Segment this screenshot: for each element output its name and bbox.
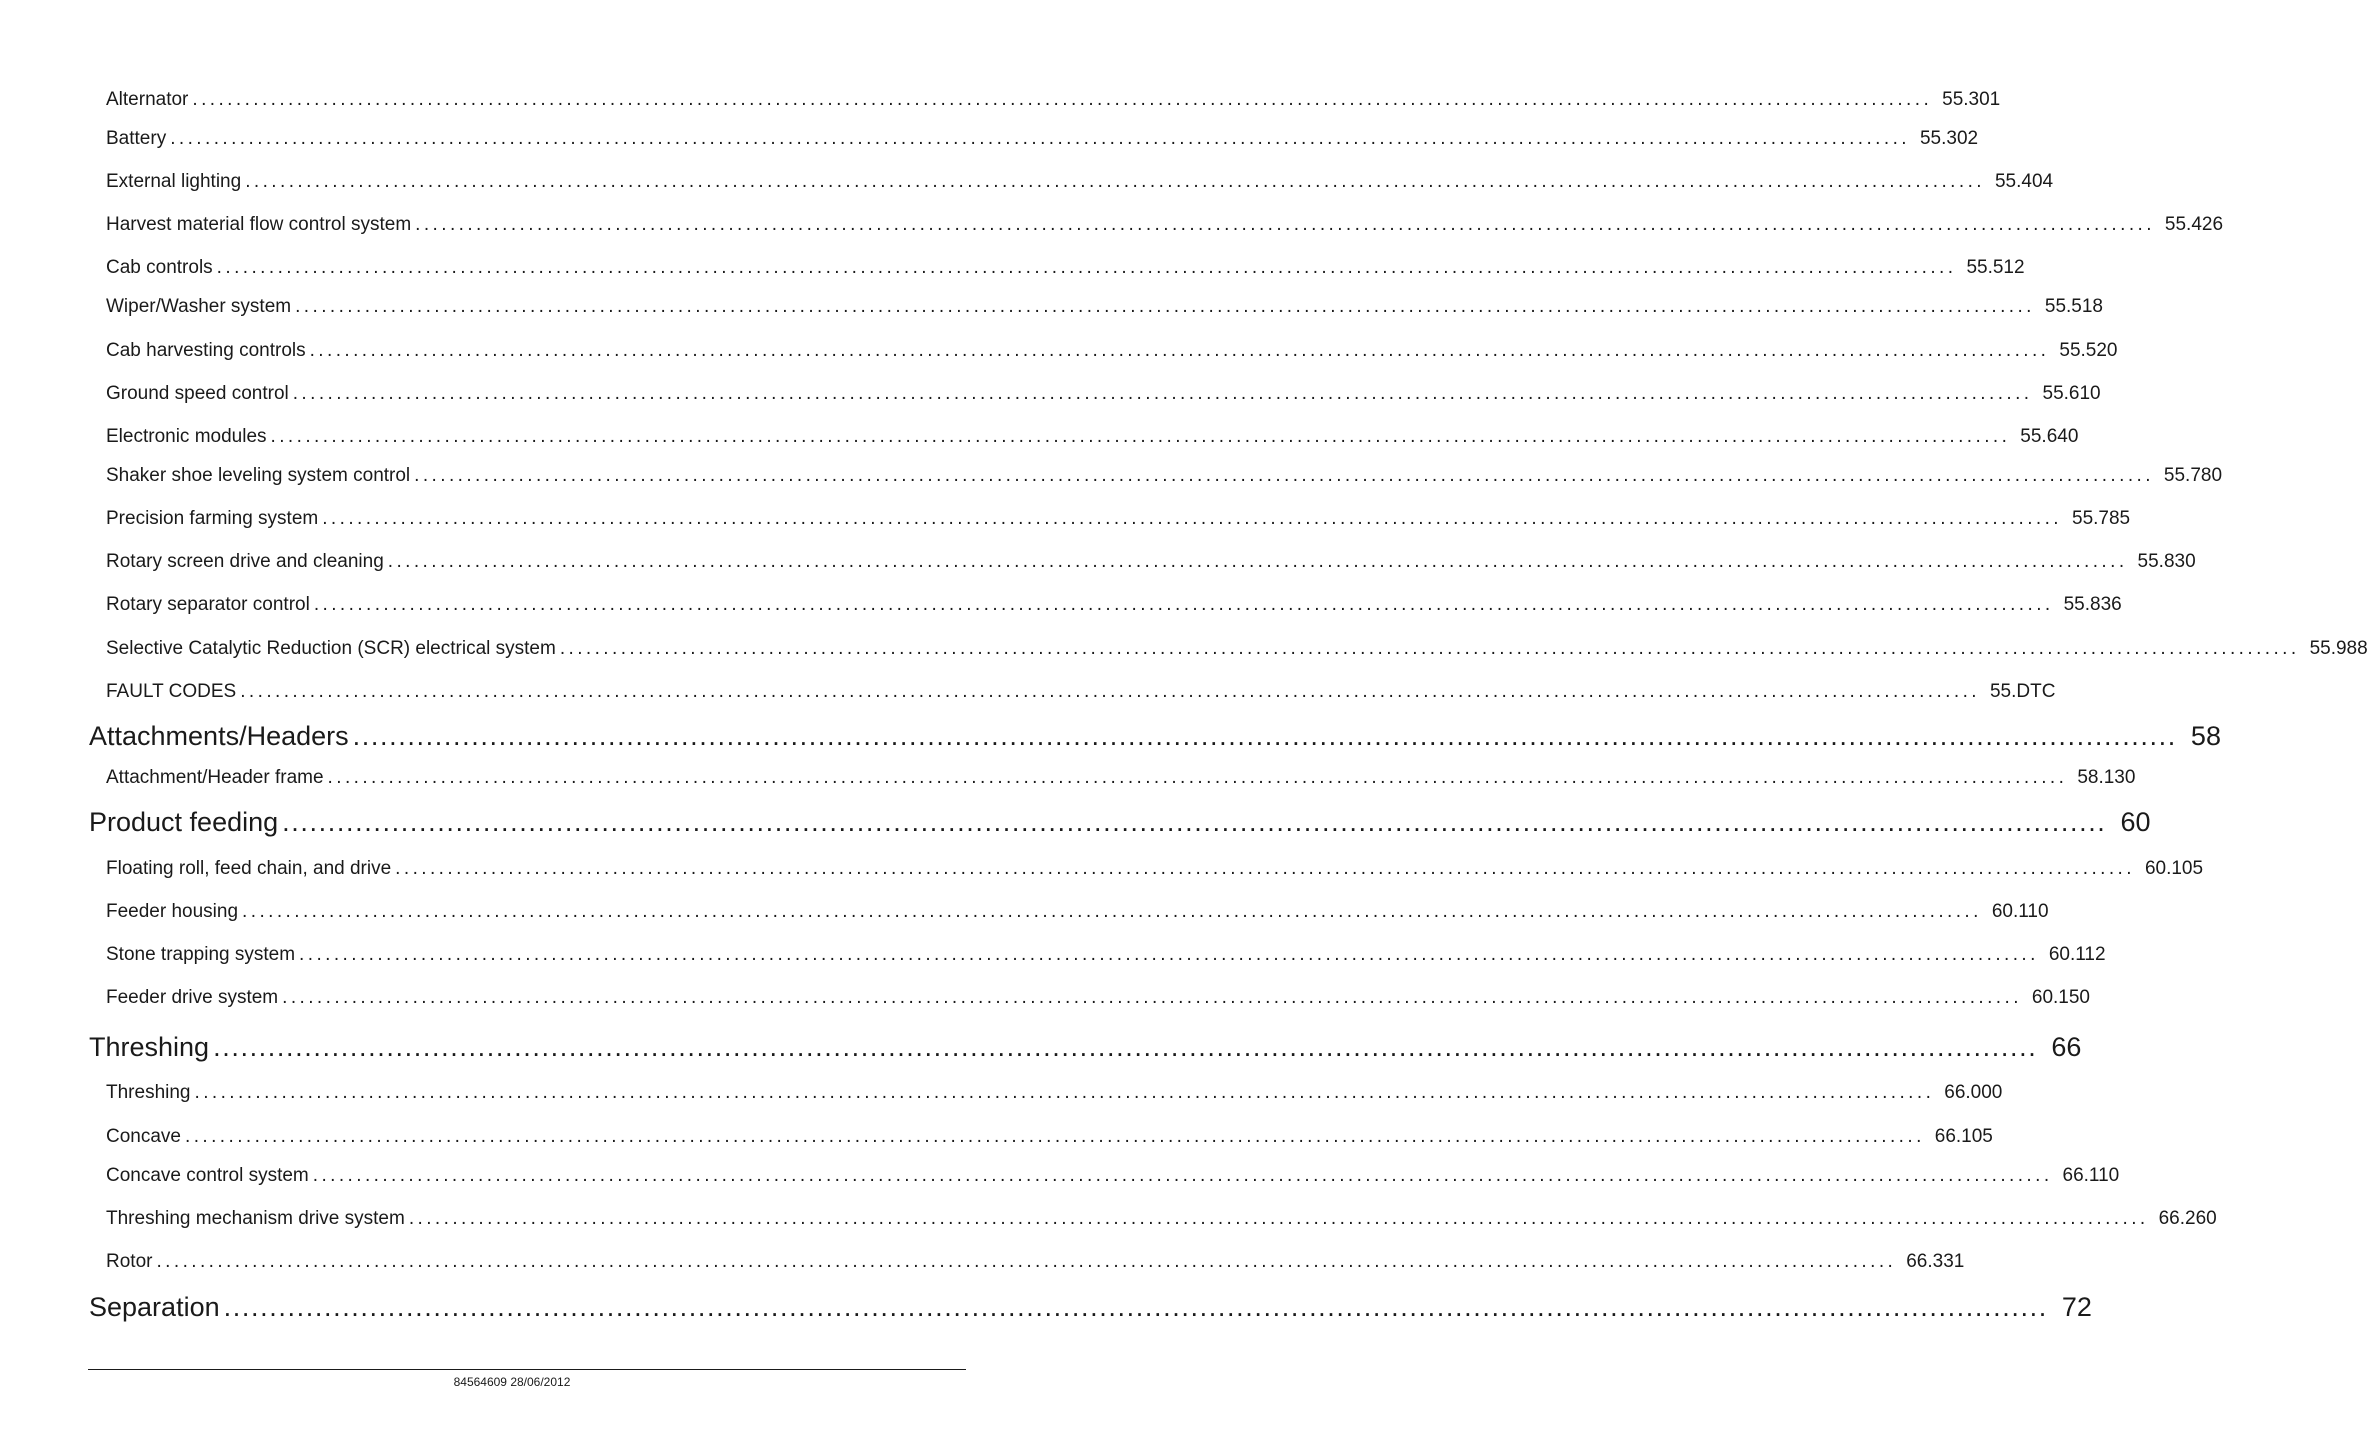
toc-section-title: Threshing — [89, 1032, 210, 1062]
toc-entry-title: Harvest material flow control system — [106, 214, 412, 235]
toc-entry[interactable] — [106, 128, 1979, 150]
toc-section[interactable] — [89, 721, 2221, 752]
toc-entry[interactable] — [106, 257, 2025, 279]
toc-entry[interactable] — [106, 1126, 1993, 1148]
toc-entry-title: Rotor — [106, 1251, 153, 1272]
toc-entry-title: Electronic modules — [106, 426, 267, 447]
toc-entry[interactable] — [106, 383, 2101, 405]
toc-entry-title: Shaker shoe leveling system control — [106, 465, 411, 486]
toc-entry-title: Threshing mechanism drive system — [106, 1208, 405, 1229]
toc-entry-page: 55.426 — [2164, 214, 2224, 235]
dot-leader: ........................................................................................................................................................................................................ — [322, 508, 2062, 529]
dot-leader: ........................................................................................................................................................................................................ — [299, 944, 2039, 965]
dot-leader: ........................................................................................................................................................................................................ — [223, 1292, 2048, 1322]
toc-entry-page: 66.105 — [1934, 1126, 1993, 1147]
document-footer: 84564609 28/06/2012 — [453, 1375, 571, 1389]
toc-entry-title: Attachment/Header frame — [106, 767, 324, 788]
toc-entry[interactable] — [106, 508, 2131, 530]
toc-entry-title: FAULT CODES — [106, 681, 237, 702]
dot-leader: ........................................................................................................................................................................................................ — [352, 721, 2177, 751]
dot-leader: ........................................................................................................................................................................................................ — [414, 465, 2154, 486]
dot-leader: ........................................................................................................................................................................................................ — [185, 1126, 1925, 1147]
toc-entry-page: 55.302 — [1919, 128, 1979, 149]
toc-entry-page: 55.988 — [2309, 638, 2368, 659]
dot-leader: ........................................................................................................................................................................................................ — [309, 340, 2050, 361]
toc-section[interactable] — [89, 807, 2151, 838]
toc-entry-page: 66.110 — [2062, 1165, 2120, 1186]
dot-leader: ........................................................................................................................................................................................................ — [282, 807, 2107, 837]
toc-entry-title: Wiper/Washer system — [106, 296, 292, 317]
toc-entry[interactable] — [106, 594, 2122, 616]
toc-entry-title: Floating roll, feed chain, and drive — [106, 858, 392, 879]
dot-leader: ........................................................................................................................................................................................................ — [156, 1251, 1897, 1272]
toc-section-page: 60 — [2120, 807, 2151, 837]
toc-entry[interactable] — [106, 1082, 2003, 1104]
toc-entry[interactable] — [106, 296, 2103, 318]
toc-entry-page: 60.112 — [2048, 944, 2106, 965]
toc-entry-page: 66.331 — [1906, 1251, 1965, 1272]
toc-entry[interactable] — [106, 551, 2196, 573]
toc-entry-page: 55.512 — [1966, 257, 2025, 278]
toc-entry-page: 55.610 — [2042, 383, 2101, 404]
toc-entry-page: 60.105 — [2144, 858, 2204, 879]
footer-divider — [88, 1369, 966, 1370]
toc-entry[interactable] — [106, 858, 2204, 880]
toc-entry[interactable] — [106, 681, 2056, 703]
toc-entry-page: 66.000 — [1944, 1082, 2003, 1103]
toc-entry-title: Ground speed control — [106, 383, 289, 404]
toc-entry-page: 55.830 — [2137, 551, 2196, 572]
dot-leader: ........................................................................................................................................................................................................ — [295, 296, 2035, 317]
toc-entry[interactable] — [106, 340, 2118, 362]
toc-entry[interactable] — [106, 944, 2106, 966]
dot-leader: ........................................................................................................................................................................................................ — [408, 1208, 2149, 1229]
toc-entry-page: 55.301 — [1942, 89, 2001, 110]
dot-leader: ........................................................................................................................................................................................................ — [194, 1082, 1935, 1103]
dot-leader: ........................................................................................................................................................................................................ — [387, 551, 2128, 572]
toc-entry-page: 55.780 — [2163, 465, 2223, 486]
toc-entry[interactable] — [106, 426, 2079, 448]
toc-entry-title: External lighting — [106, 171, 242, 192]
toc-entry-title: Battery — [106, 128, 167, 149]
toc-entry-page: 55.640 — [2020, 426, 2079, 447]
toc-entry-title: Cab controls — [106, 257, 213, 278]
dot-leader: ........................................................................................................................................................................................................ — [312, 1165, 2053, 1186]
toc-entry[interactable] — [106, 214, 2224, 236]
toc-entry-title: Concave — [106, 1126, 181, 1147]
toc-entry-title: Precision farming system — [106, 508, 319, 529]
toc-entry-title: Concave control system — [106, 1165, 309, 1186]
toc-entry[interactable] — [106, 638, 2368, 660]
dot-leader: ........................................................................................................................................................................................................ — [292, 383, 2033, 404]
toc-entry-title: Threshing — [106, 1082, 191, 1103]
dot-leader: ........................................................................................................................................................................................................ — [216, 257, 1957, 278]
dot-leader: ........................................................................................................................................................................................................ — [313, 594, 2054, 615]
dot-leader: ........................................................................................................................................................................................................ — [240, 681, 1980, 702]
toc-entry-title: Alternator — [106, 89, 189, 110]
toc-section-title: Product feeding — [89, 807, 279, 837]
toc-entry-page: 55.836 — [2063, 594, 2122, 615]
dot-leader: ........................................................................................................................................................................................................ — [395, 858, 2135, 879]
toc-entry-title: Rotary screen drive and cleaning — [106, 551, 384, 572]
toc-entry[interactable] — [106, 1165, 2120, 1187]
toc-entry-title: Selective Catalytic Reduction (SCR) electrical system — [106, 638, 556, 659]
dot-leader: ........................................................................................................................................................................................................ — [245, 171, 1985, 192]
toc-section-title: Separation — [89, 1292, 220, 1322]
toc-entry-page: 55.785 — [2072, 508, 2131, 529]
toc-entry-page: 55.DTC — [1989, 681, 2056, 702]
toc-entry-page: 60.150 — [2031, 987, 2091, 1008]
dot-leader: ........................................................................................................................................................................................................ — [242, 901, 1982, 922]
toc-entry-page: 55.520 — [2059, 340, 2118, 361]
toc-entry-title: Rotary separator control — [106, 594, 310, 615]
toc-entry-page: 60.110 — [1991, 901, 2049, 922]
toc-section-page: 58 — [2190, 721, 2221, 751]
toc-entry[interactable] — [106, 89, 2001, 111]
toc-entry[interactable] — [106, 171, 2054, 193]
toc-section[interactable] — [89, 1292, 2092, 1323]
toc-entry[interactable] — [106, 465, 2223, 487]
dot-leader: ........................................................................................................................................................................................................ — [559, 638, 2300, 659]
toc-section-page: 72 — [2061, 1292, 2092, 1322]
dot-leader: ........................................................................................................................................................................................................ — [270, 426, 2011, 447]
toc-entry-title: Stone trapping system — [106, 944, 296, 965]
dot-leader: ........................................................................................................................................................................................................ — [192, 89, 1933, 110]
toc-entry-title: Feeder housing — [106, 901, 239, 922]
toc-entry-title: Cab harvesting controls — [106, 340, 306, 361]
dot-leader: ........................................................................................................................................................................................................ — [170, 128, 1910, 149]
toc-entry-page: 55.518 — [2044, 296, 2103, 317]
dot-leader: ........................................................................................................................................................................................................ — [213, 1032, 2038, 1062]
toc-entry[interactable] — [106, 1208, 2217, 1230]
toc-entry[interactable] — [106, 767, 2136, 789]
toc-entry-page: 55.404 — [1994, 171, 2054, 192]
toc-section-title: Attachments/Headers — [89, 721, 349, 751]
toc-entry-page: 58.130 — [2077, 767, 2136, 788]
dot-leader: ........................................................................................................................................................................................................ — [282, 987, 2022, 1008]
toc-entry[interactable] — [106, 901, 2049, 923]
dot-leader: ........................................................................................................................................................................................................ — [415, 214, 2155, 235]
toc-section[interactable] — [89, 1032, 2082, 1063]
toc-section-page: 66 — [2051, 1032, 2082, 1062]
toc-entry-title: Feeder drive system — [106, 987, 279, 1008]
dot-leader: ........................................................................................................................................................................................................ — [327, 767, 2068, 788]
toc-entry[interactable] — [106, 987, 2091, 1009]
toc-entry-page: 66.260 — [2158, 1208, 2217, 1229]
toc-entry[interactable] — [106, 1251, 1965, 1273]
